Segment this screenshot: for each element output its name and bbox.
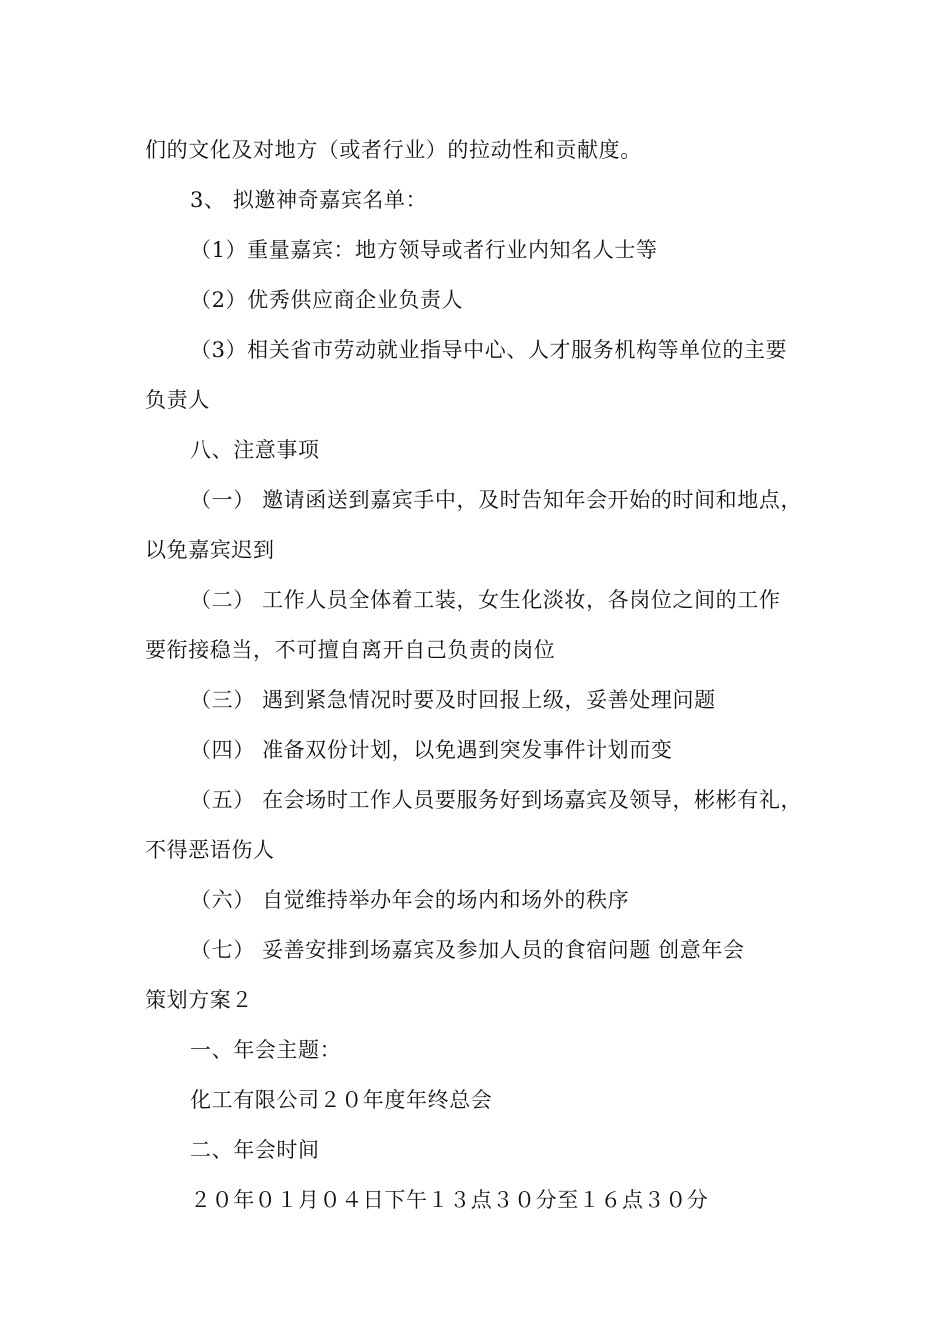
text-line: 以免嘉宾迟到: [145, 538, 275, 562]
text-line: （2）优秀供应商企业负责人: [190, 288, 464, 312]
text-line: 们的文化及对地方（或者行业）的拉动性和贡献度。: [145, 138, 642, 162]
text-line: （1）重量嘉宾：地方领导或者行业内知名人士等: [190, 238, 658, 262]
text-line: （六） 自觉维持举办年会的场内和场外的秩序: [190, 888, 630, 912]
text-line: 负责人: [145, 388, 210, 412]
text-line: （一） 邀请函送到嘉宾手中，及时告知年会开始的时间和地点，: [190, 488, 803, 512]
text-line: （二） 工作人员全体着工装，女生化淡妆，各岗位之间的工作: [190, 588, 781, 612]
text-line: （五） 在会场时工作人员要服务好到场嘉宾及领导，彬彬有礼，: [190, 788, 803, 812]
text-line: 要衔接稳当，不可擅自离开自己负责的岗位: [145, 638, 556, 662]
text-line: （3）相关省市劳动就业指导中心、人才服务机构等单位的主要: [190, 338, 788, 362]
section-heading: 二、年会时间: [190, 1138, 320, 1162]
section-heading: 八、注意事项: [190, 438, 320, 462]
text-line: （七） 妥善安排到场嘉宾及参加人员的食宿问题 创意年会: [190, 938, 745, 962]
text-line: ２０年０１月０４日下午１３点３０分至１６点３０分: [190, 1188, 709, 1212]
text-line: （三） 遇到紧急情况时要及时回报上级，妥善处理问题: [190, 688, 716, 712]
text-line: 不得恶语伤人: [145, 838, 275, 862]
text-line: （四） 准备双份计划，以免遇到突发事件计划而变: [190, 738, 673, 762]
text-line: 策划方案２: [145, 988, 253, 1012]
text-line: 3、 拟邀神奇嘉宾名单：: [190, 188, 428, 212]
section-heading: 一、年会主题：: [190, 1038, 342, 1062]
text-line: 化工有限公司２０年度年终总会: [190, 1088, 493, 1112]
